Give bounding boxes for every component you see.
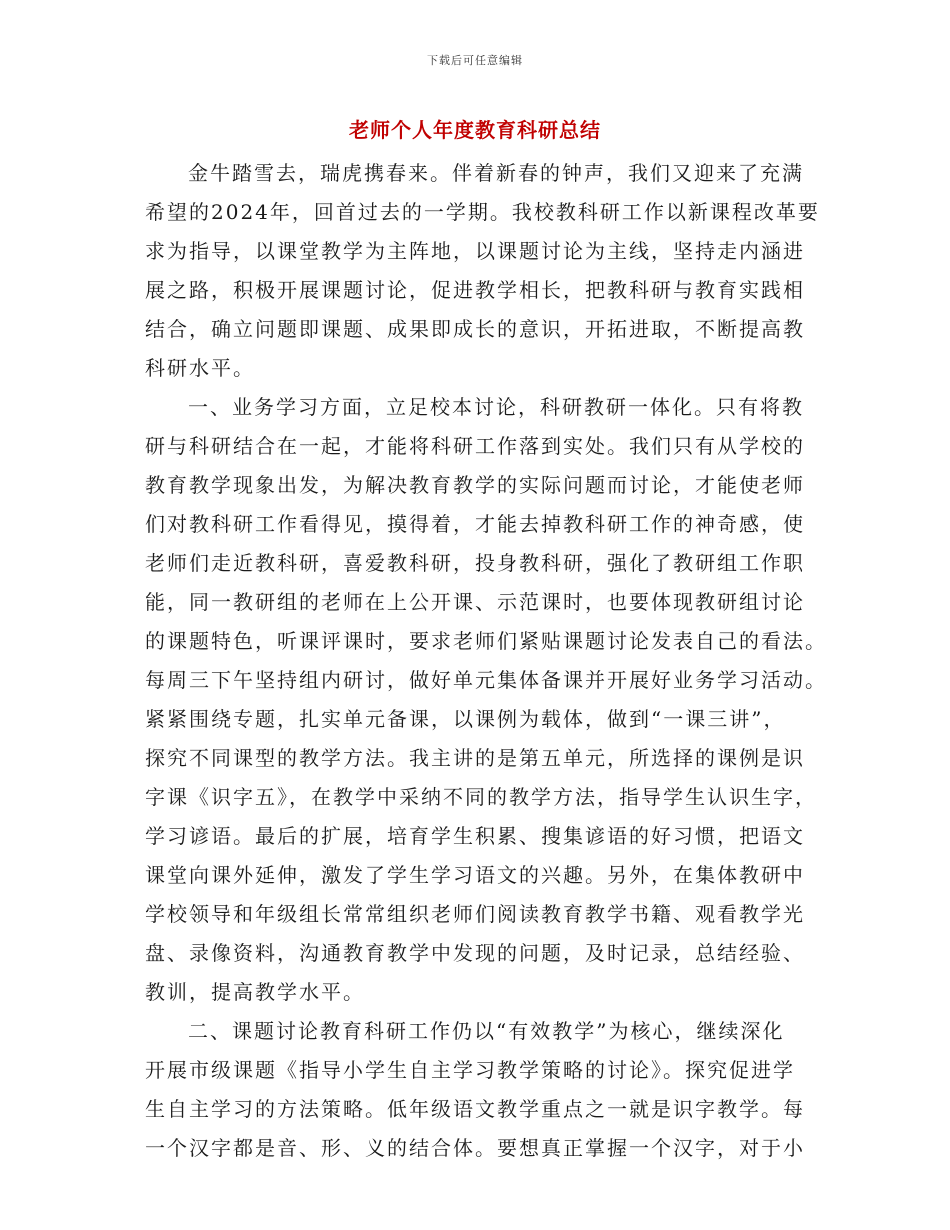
paragraph-line: 能，同一教研组的老师在上公开课、示范课时，也要体现教研组讨论 <box>145 590 805 614</box>
paragraph-line: 紧紧围绕专题，扎实单元备课，以课例为载体，做到“一课三讲”， <box>145 707 786 731</box>
paragraph-line: 一个汉字都是音、形、义的结合体。要想真正掌握一个汉字，对于小 <box>145 1136 805 1160</box>
paragraph-line: 们对教科研工作看得见，摸得着，才能去掉教科研工作的神奇感，使 <box>145 512 805 536</box>
paragraph-line: 学习谚语。最后的扩展，培育学生积累、搜集谚语的好习惯，把语文 <box>145 824 805 848</box>
paragraph-line: 一、业务学习方面，立足校本讨论，科研教研一体化。只有将教 <box>188 395 804 419</box>
paragraph-line: 二、课题讨论教育科研工作仍以“有效教学”为核心，继续深化 <box>188 1019 785 1043</box>
document-title: 老师个人年度教育科研总结 <box>349 118 601 142</box>
paragraph-line: 探究不同课型的教学方法。我主讲的是第五单元，所选择的课例是识 <box>145 746 805 770</box>
paragraph-line: 希望的2024年，回首过去的一学期。我校教科研工作以新课程改革要 <box>145 200 820 224</box>
paragraph-line: 结合，确立问题即课题、成果即成长的意识，开拓进取，不断提高教 <box>145 317 805 341</box>
paragraph-line: 展之路，积极开展课题讨论，促进教学相长，把教科研与教育实践相 <box>145 278 805 302</box>
paragraph-line: 每周三下午坚持组内研讨，做好单元集体备课并开展好业务学习活动。 <box>145 668 827 692</box>
paragraph-line: 开展市级课题《指导小学生自主学习教学策略的讨论》。探究促进学 <box>145 1058 795 1082</box>
paragraph-line: 盘、录像资料，沟通教育教学中发现的问题，及时记录，总结经验、 <box>145 941 805 965</box>
paragraph-line: 学校领导和年级组长常常组织老师们阅读教育教学书籍、观看教学光 <box>145 902 805 926</box>
paragraph-line: 科研水平。 <box>145 356 255 380</box>
paragraph-line: 教训，提高教学水平。 <box>145 980 365 1004</box>
paragraph-line: 教育教学现象出发，为解决教育教学的实际问题而讨论，才能使老师 <box>145 473 805 497</box>
paragraph-line: 研与科研结合在一起，才能将科研工作落到实处。我们只有从学校的 <box>145 434 805 458</box>
paragraph-line: 金牛踏雪去，瑞虎携春来。伴着新春的钟声，我们又迎来了充满 <box>188 161 804 185</box>
paragraph-line: 生自主学习的方法策略。低年级语文教学重点之一就是识字教学。每 <box>145 1097 805 1121</box>
paragraph-line: 课堂向课外延伸，激发了学生学习语文的兴趣。另外，在集体教研中 <box>145 863 805 887</box>
paragraph-line: 字课《识字五》，在教学中采纳不同的教学方法，指导学生认识生字， <box>145 785 817 809</box>
paragraph-line: 的课题特色，听课评课时，要求老师们紧贴课题讨论发表自己的看法。 <box>145 629 827 653</box>
paragraph-line: 求为指导，以课堂教学为主阵地，以课题讨论为主线，坚持走内涵进 <box>145 239 805 263</box>
header-note: 下载后可任意编辑 <box>427 54 523 67</box>
paragraph-line: 老师们走近教科研，喜爱教科研，投身教科研，强化了教研组工作职 <box>145 551 805 575</box>
